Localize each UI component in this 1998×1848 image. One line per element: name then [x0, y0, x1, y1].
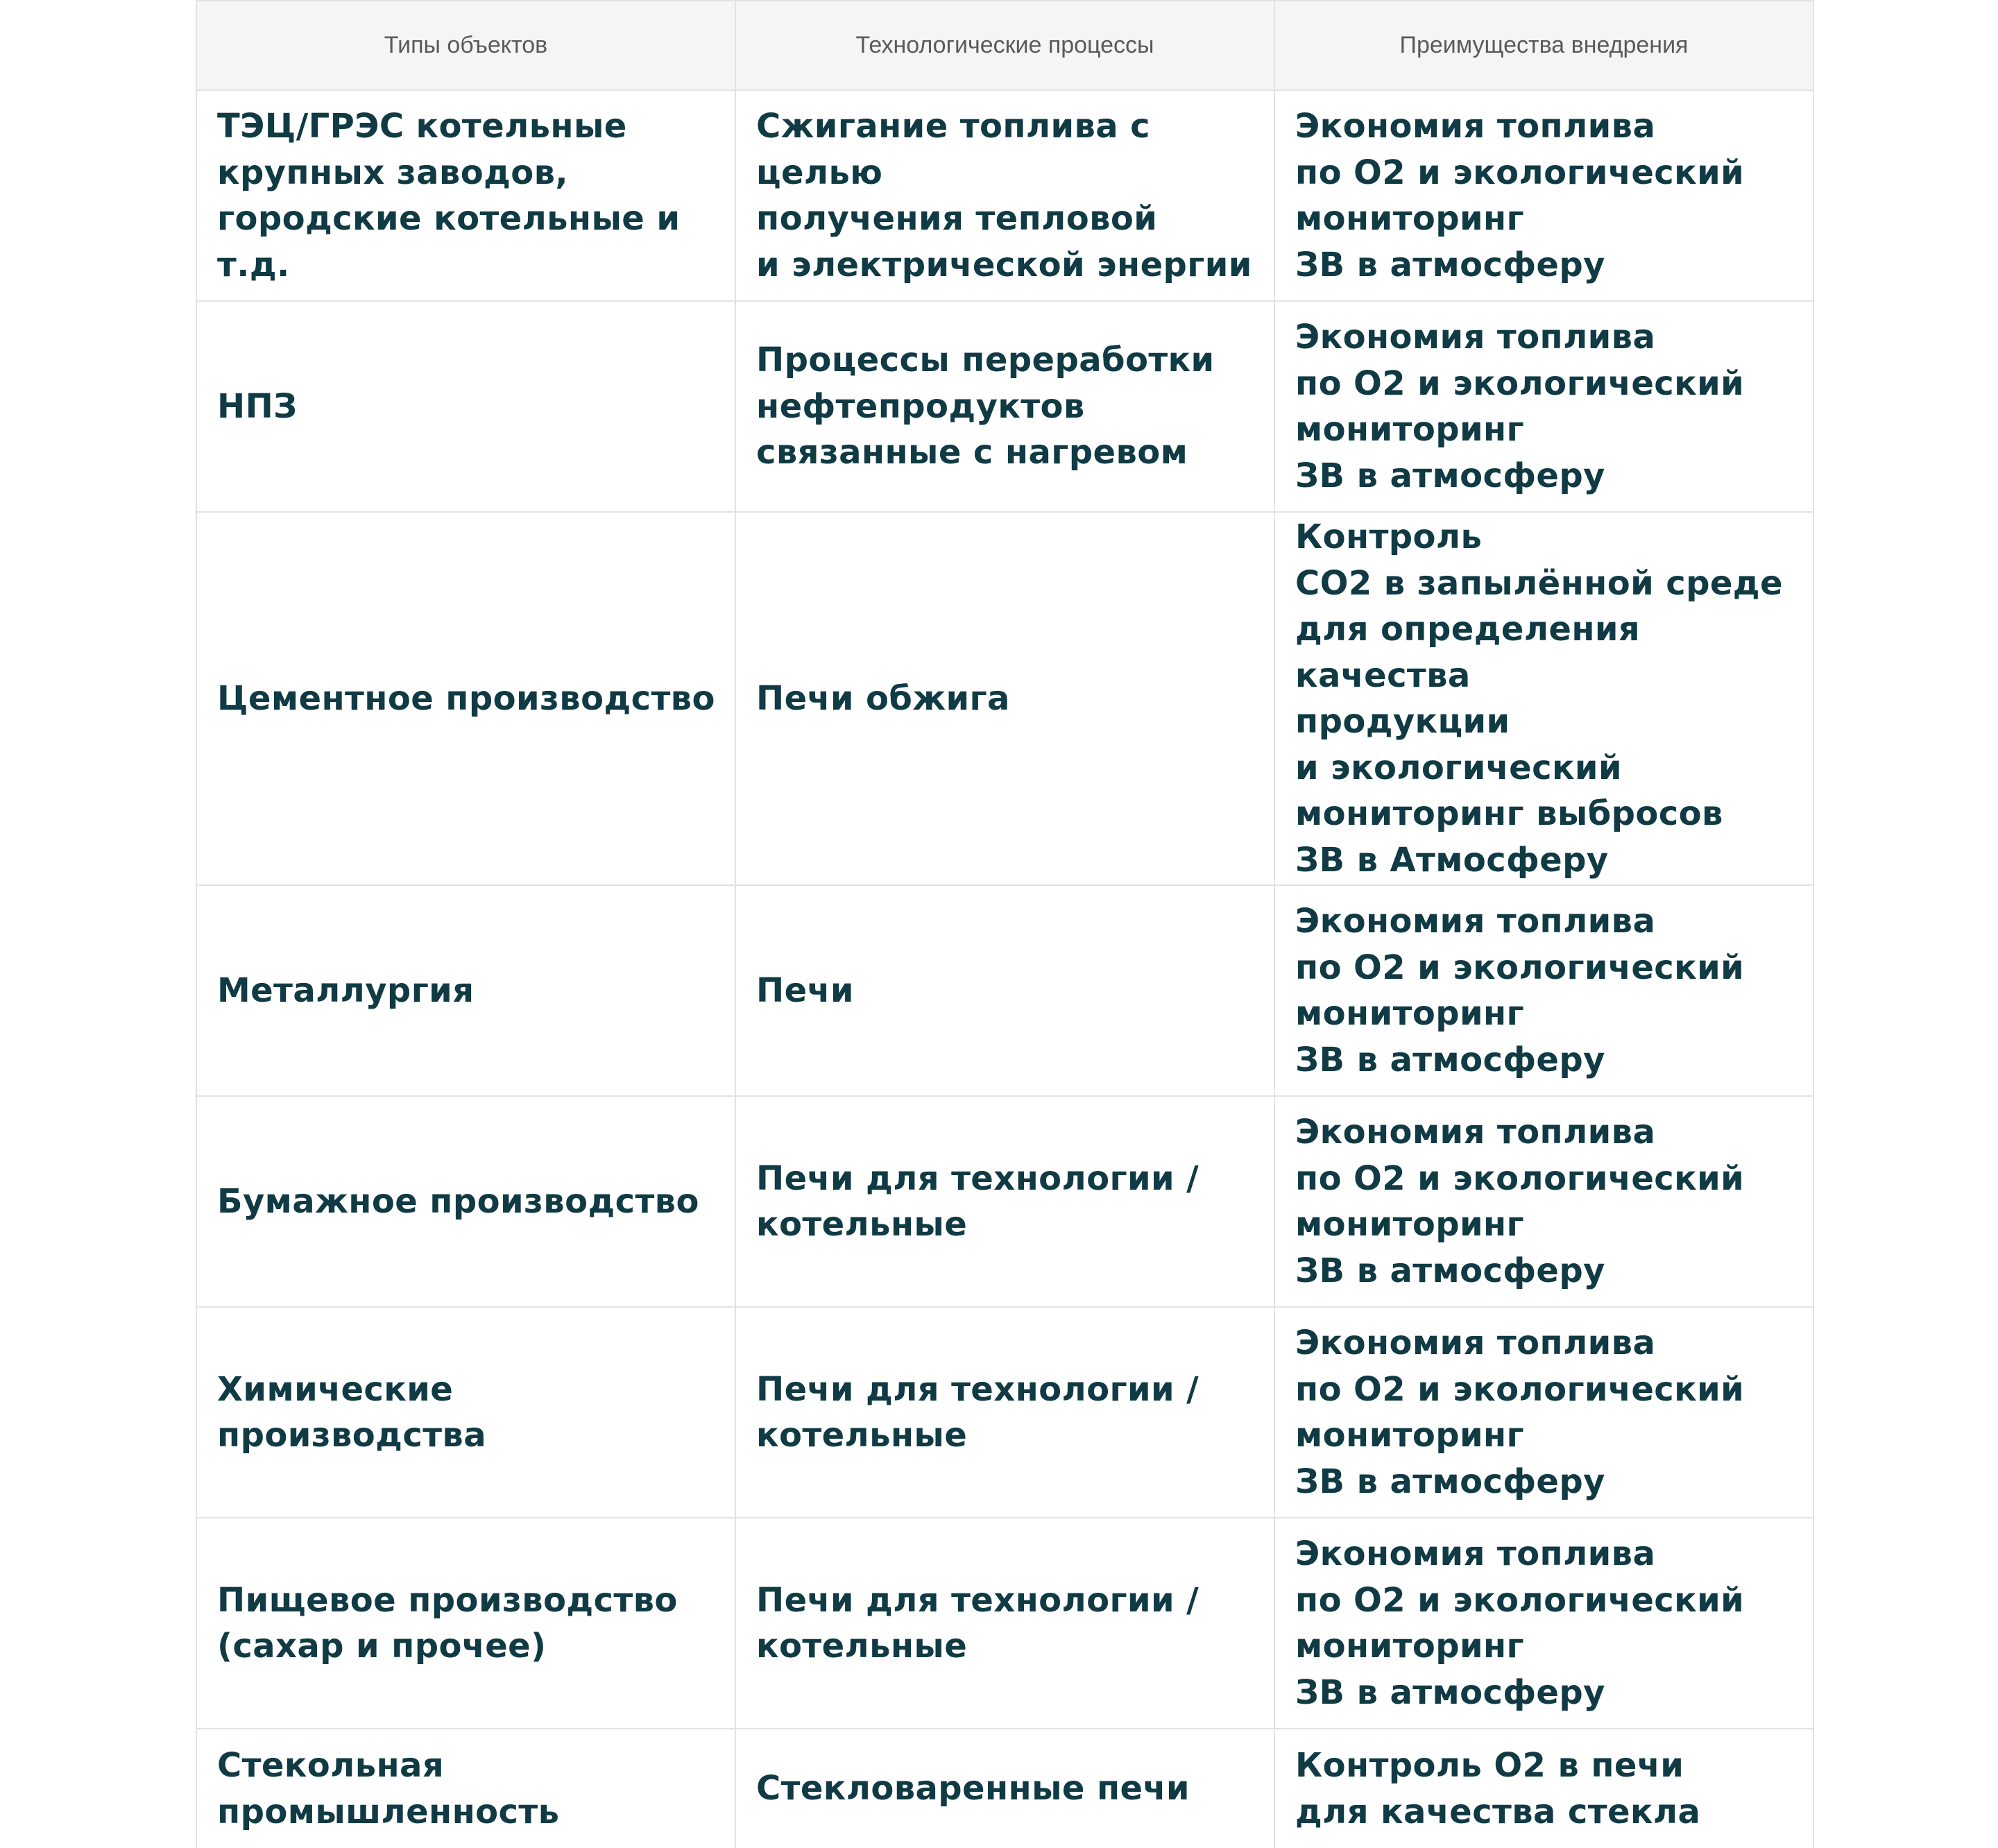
header-object-types: Типы объектов	[196, 1, 735, 90]
process-cell: Печи обжига	[735, 512, 1274, 885]
benefit-cell: Экономия топлива по О2 и экологический мониторинг ЗВ в атмосферу	[1274, 1307, 1813, 1518]
object-type-cell: Пищевое производство (сахар и прочее)	[196, 1518, 735, 1729]
object-type-cell: Бумажное производство	[196, 1096, 735, 1307]
process-cell: Процессы переработки нефтепродуктов связанные с нагревом	[735, 301, 1274, 512]
table-row	[196, 1729, 1813, 1848]
object-type-cell: Химические производства	[196, 1307, 735, 1518]
table-row	[196, 301, 1813, 512]
benefit-cell: Экономия топлива по О2 и экологический мониторинг ЗВ в атмосферу	[1274, 90, 1813, 301]
table-row	[196, 1307, 1813, 1518]
process-cell: Стекловаренные печи	[735, 1729, 1274, 1848]
process-cell: Печи	[735, 885, 1274, 1096]
process-cell: Сжигание топлива с целью получения тепловой и электрической энергии	[735, 90, 1274, 301]
object-type-cell: НПЗ	[196, 301, 735, 512]
object-type-cell: ТЭЦ/ГРЭС котельные крупных заводов, городские котельные и т.д.	[196, 90, 735, 301]
object-type-cell: Цементное производство	[196, 512, 735, 885]
header-processes: Технологические процессы	[735, 1, 1274, 90]
object-type-cell: Металлургия	[196, 885, 735, 1096]
table-row	[196, 90, 1813, 301]
table-row	[196, 885, 1813, 1096]
object-type-cell: Стекольная промышленность	[196, 1729, 735, 1848]
object-types-table	[196, 0, 1814, 1848]
table-row	[196, 512, 1813, 885]
table-row	[196, 1096, 1813, 1307]
table-body	[196, 90, 1813, 1848]
benefit-cell: Экономия топлива по О2 и экологический мониторинг ЗВ в атмосферу	[1274, 301, 1813, 512]
table-row	[196, 1518, 1813, 1729]
benefit-cell: Контроль СО2 в запылённой среде для определения качества продукции и экологический мониторинг выбросов ЗВ в Атмосферу	[1274, 512, 1813, 885]
process-cell: Печи для технологии / котельные	[735, 1307, 1274, 1518]
benefit-cell: Экономия топлива по О2 и экологический мониторинг ЗВ в атмосферу	[1274, 885, 1813, 1096]
process-cell: Печи для технологии / котельные	[735, 1518, 1274, 1729]
process-cell: Печи для технологии / котельные	[735, 1096, 1274, 1307]
benefit-cell: Контроль О2 в печи для качества стекла	[1274, 1729, 1813, 1848]
benefit-cell: Экономия топлива по О2 и экологический мониторинг ЗВ в атмосферу	[1274, 1518, 1813, 1729]
header-benefits: Преимущества внедрения	[1274, 1, 1813, 90]
benefit-cell: Экономия топлива по О2 и экологический мониторинг ЗВ в атмосферу	[1274, 1096, 1813, 1307]
table-header	[196, 1, 1813, 90]
header-row	[196, 1, 1813, 90]
